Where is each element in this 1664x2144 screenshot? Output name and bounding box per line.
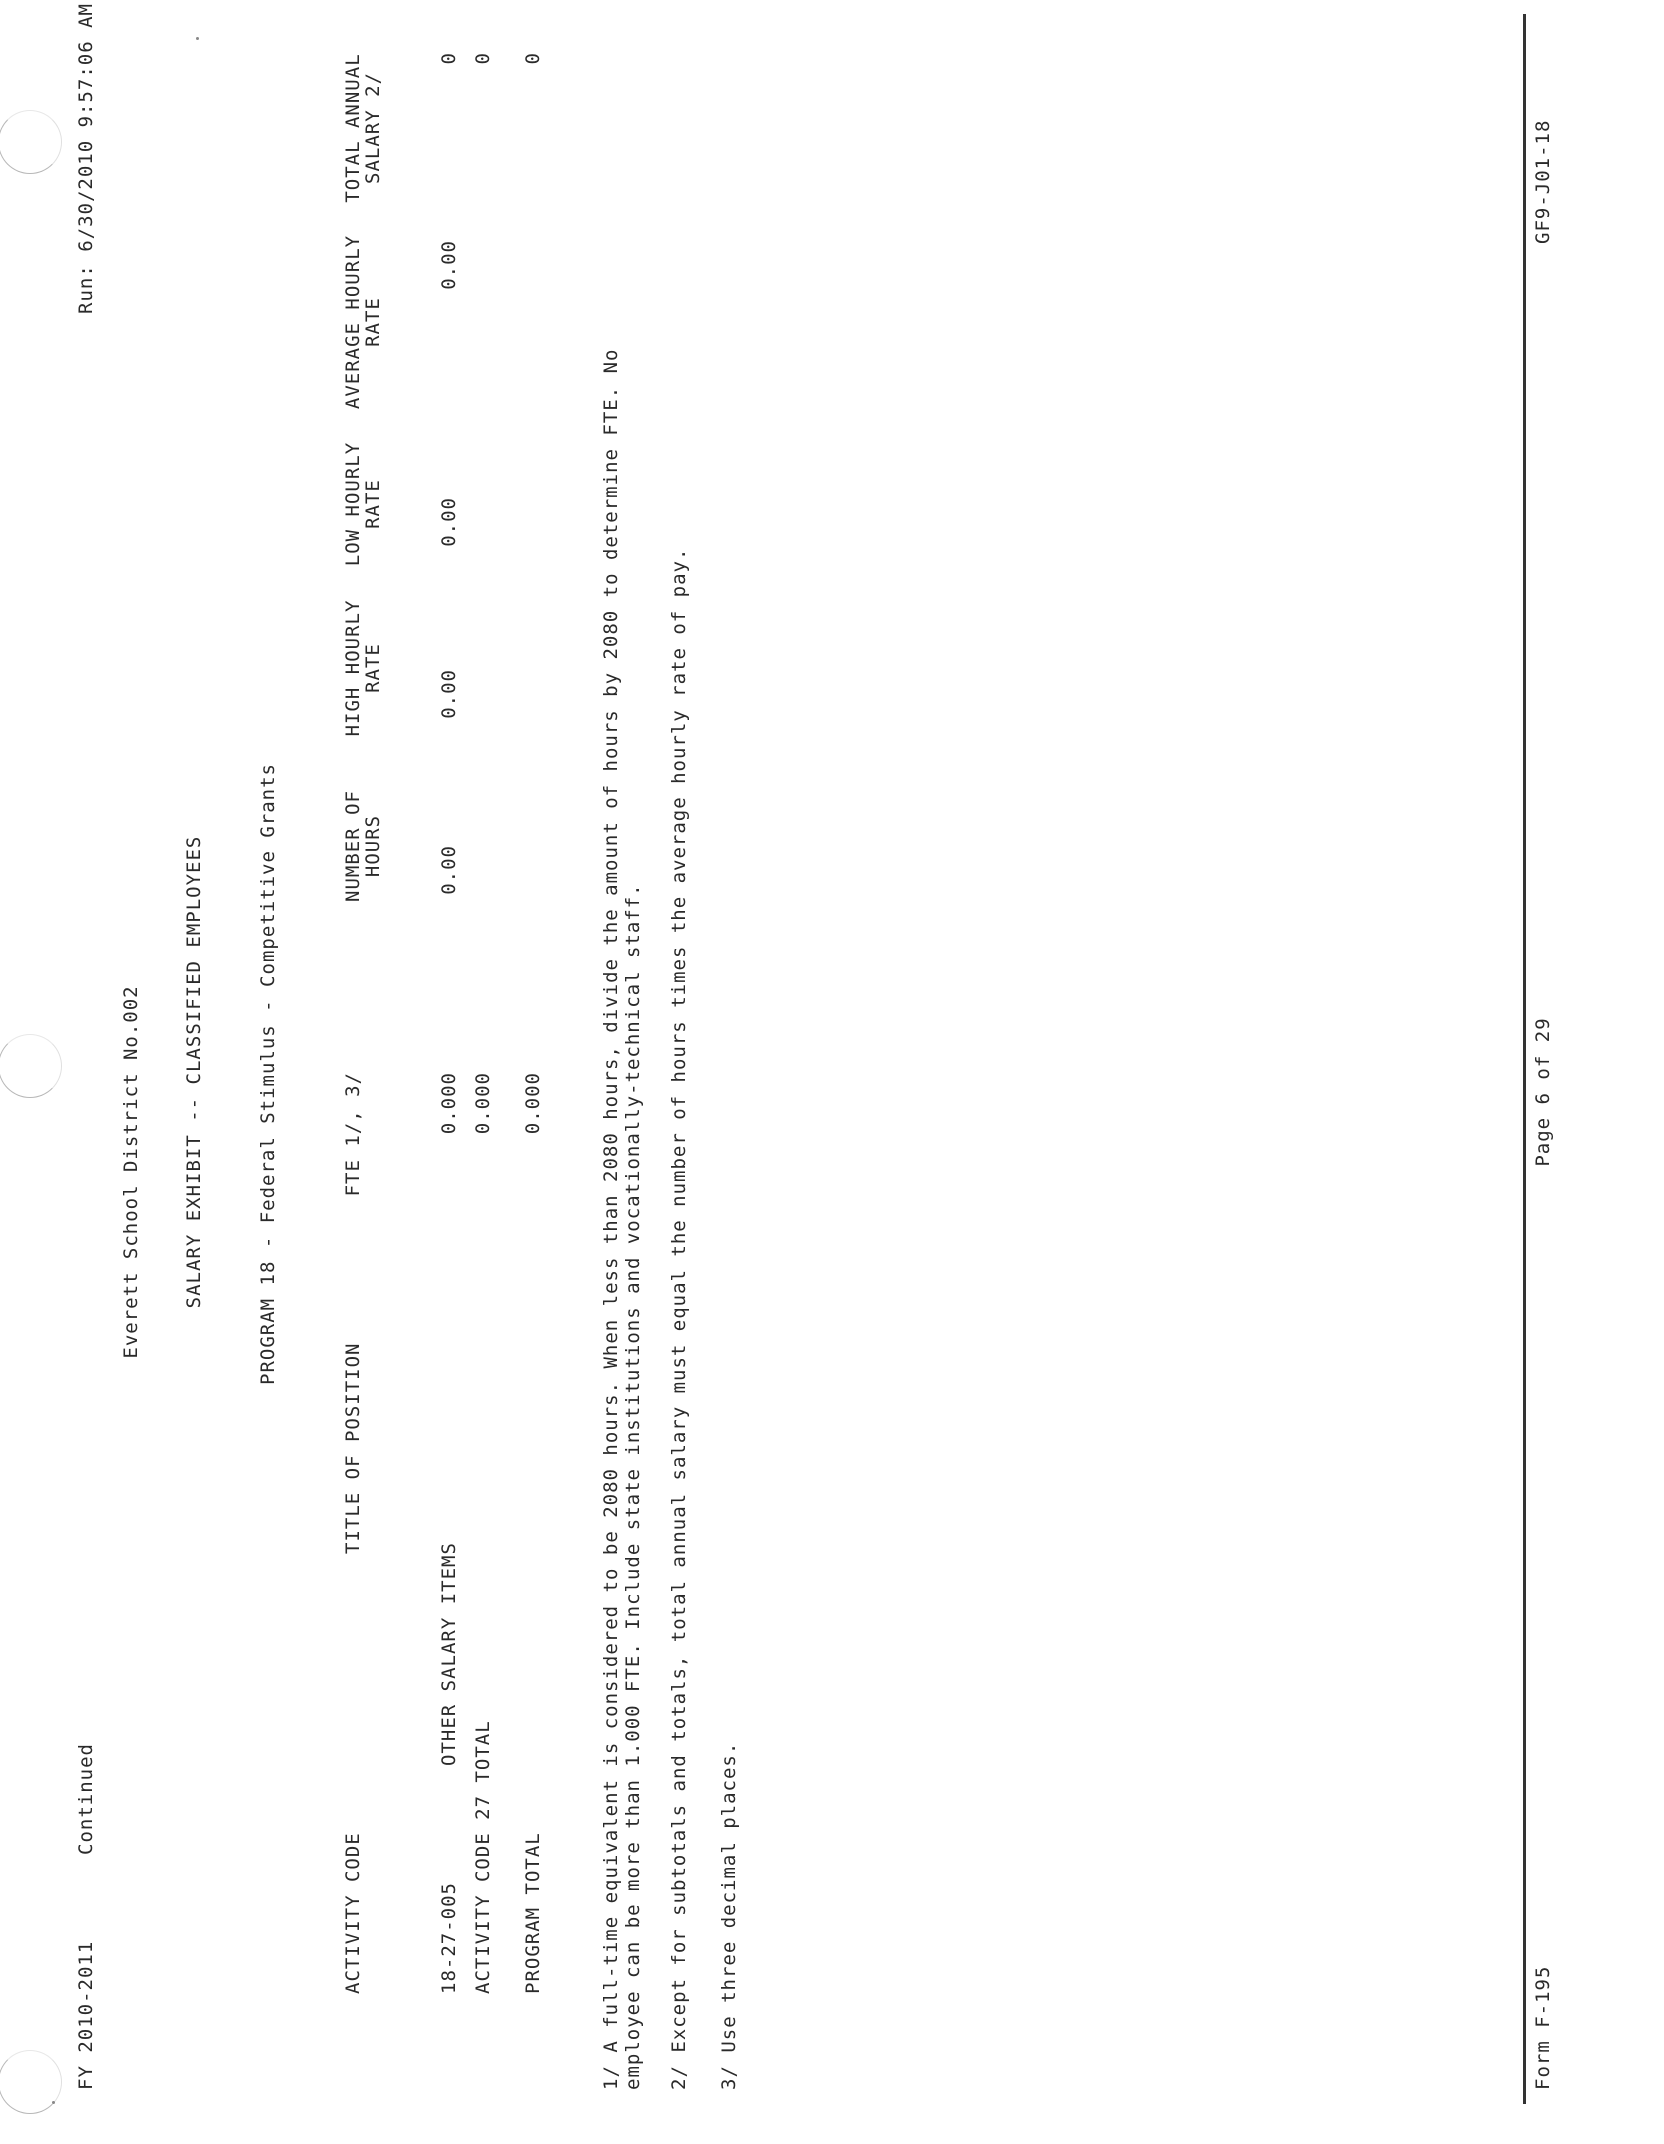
column-header-hours-line2: HOURS bbox=[362, 814, 384, 878]
row-fte: 0.000 bbox=[438, 1072, 460, 1135]
column-header-avg-line2: RATE bbox=[362, 297, 384, 347]
footer-rule bbox=[1523, 14, 1526, 2104]
scan-speck bbox=[196, 37, 199, 40]
column-header-hours-line1: NUMBER OF bbox=[342, 790, 364, 902]
column-header-high-line1: HIGH HOURLY bbox=[342, 599, 364, 737]
row-hours: 0.00 bbox=[438, 845, 460, 895]
exhibit-title: SALARY EXHIBIT -- CLASSIFIED EMPLOYEES bbox=[183, 835, 205, 1309]
district-name: Everett School District No.002 bbox=[120, 985, 142, 1359]
column-header-avg-line1: AVERAGE HOURLY bbox=[342, 234, 364, 410]
column-header-fte: FTE 1/, 3/ bbox=[342, 1072, 364, 1197]
row-high-rate: 0.00 bbox=[438, 669, 460, 719]
row-fte: 0.000 bbox=[522, 1072, 544, 1135]
column-header-total-line2: SALARY 2/ bbox=[362, 72, 384, 184]
column-header-activity-code: ACTIVITY CODE bbox=[342, 1832, 364, 1994]
run-timestamp: Run: 6/30/2010 9:57:06 AM bbox=[75, 3, 97, 314]
report-code: GF9-J01-18 bbox=[1532, 119, 1554, 244]
row-total-salary: 0 bbox=[522, 52, 544, 65]
row-total-salary: 0 bbox=[472, 52, 494, 65]
footnote-1-line2: employee can be more than 1.000 FTE. Include state institutions and vocationally-technical staff. bbox=[622, 883, 644, 2090]
page-number: Page 6 of 29 bbox=[1532, 1017, 1554, 1167]
footnote-1-line1: 1/ A full-time equivalent is considered to be 2080 hours. When less than 2080 hours, divide the amount of hours by 2080 to determine FTE. No bbox=[600, 348, 622, 2090]
row-total-salary: 0 bbox=[438, 52, 460, 65]
row-activity-code: PROGRAM TOTAL bbox=[522, 1832, 544, 1994]
column-header-title: TITLE OF POSITION bbox=[342, 1342, 364, 1554]
row-activity-code: ACTIVITY CODE 27 TOTAL bbox=[472, 1720, 494, 1994]
scan-speck bbox=[52, 2101, 55, 2104]
punch-hole-center bbox=[0, 1034, 62, 1098]
form-number: Form F-195 bbox=[1532, 1965, 1554, 2090]
punch-hole-right bbox=[0, 110, 62, 174]
column-header-high-line2: RATE bbox=[362, 643, 384, 693]
footnote-2: 2/ Except for subtotals and totals, total annual salary must equal the number of hours times the average hourly rate of pay. bbox=[668, 547, 690, 2090]
row-fte: 0.000 bbox=[472, 1072, 494, 1135]
row-low-rate: 0.00 bbox=[438, 497, 460, 547]
row-activity-code: 18-27-005 bbox=[438, 1882, 460, 1994]
punch-hole-left bbox=[0, 2050, 62, 2114]
column-header-low-line1: LOW HOURLY bbox=[342, 441, 364, 567]
fiscal-year: FY 2010-2011 bbox=[75, 1940, 97, 2090]
footnote-3: 3/ Use three decimal places. bbox=[718, 1741, 740, 2090]
program-title: PROGRAM 18 - Federal Stimulus - Competitive Grants bbox=[257, 763, 279, 1385]
column-header-low-line2: RATE bbox=[362, 479, 384, 529]
continued-label: Continued bbox=[75, 1743, 97, 1855]
row-title: OTHER SALARY ITEMS bbox=[438, 1542, 460, 1766]
column-header-total-line1: TOTAL ANNUAL bbox=[342, 53, 364, 203]
row-avg-rate: 0.00 bbox=[438, 240, 460, 290]
